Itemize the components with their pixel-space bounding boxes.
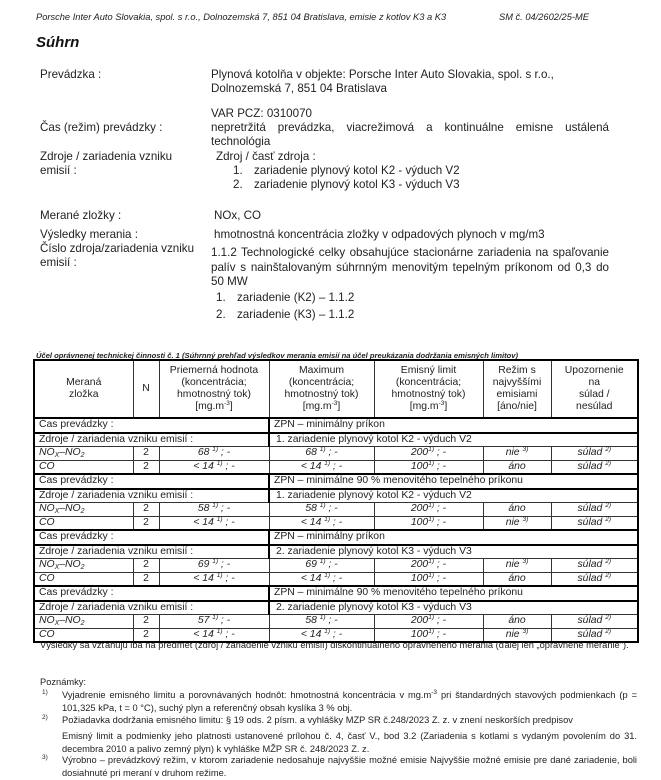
component-text: CO (39, 460, 55, 472)
footnote-ref: 1) (216, 459, 223, 467)
header-text: súlad / (578, 389, 610, 400)
footnote-ref: 2) (605, 571, 611, 579)
value-suffix: ; - (434, 615, 447, 627)
compliance-text: súlad (577, 503, 603, 515)
component-sub: 2 (80, 564, 85, 572)
header-text: Režim s (498, 364, 536, 376)
component-text: NO (39, 559, 55, 571)
table-row (34, 503, 638, 517)
unit-exponent: -3 (331, 400, 338, 408)
mode-text: nie (505, 559, 520, 571)
value-text: 58 (305, 615, 317, 627)
value-suffix: ; - (222, 460, 235, 472)
mode-cell (483, 559, 551, 573)
merane-label: Merané zložky : (40, 209, 122, 222)
cislo-item: zariadenie (K3) – 1.1.2 (237, 308, 355, 321)
header-text: najvyššími (492, 376, 542, 388)
footnote-ref: 1) (212, 502, 219, 510)
zdroje-head: Zdroj / časť zdroja : (216, 150, 316, 163)
footnote-ref: 3) (522, 627, 529, 635)
cislo-item-num: 2. (216, 308, 226, 321)
header-text: hmotnostný tok) (391, 389, 466, 400)
footnote-ref: 1) (319, 558, 326, 566)
operation-time-row (34, 530, 638, 545)
value-suffix: ; - (222, 516, 235, 528)
header-text: Emisný limit (400, 364, 457, 376)
value-suffix: ; - (218, 615, 231, 627)
compliance-text: súlad (577, 615, 603, 627)
maximum-cell (269, 516, 374, 530)
n-cell: 2 (133, 516, 159, 530)
value-text: 69 (305, 559, 317, 571)
cas-label: Čas (režim) prevádzky : (40, 121, 163, 134)
limit-cell (374, 615, 483, 629)
mode-cell (483, 615, 551, 629)
mode-text: áno (508, 460, 526, 472)
header-text: ] (337, 401, 341, 413)
footnote-ref: 2) (605, 515, 611, 523)
footnote-ref: 1) (428, 446, 434, 454)
average-cell (159, 516, 269, 530)
vysledky-label: Výsledky merania : (40, 228, 138, 241)
table-row (34, 516, 638, 530)
header-reference: SM č. 04/2602/25-ME (499, 12, 589, 22)
value-text: < 14 (193, 572, 214, 584)
value-text: 200 (410, 559, 429, 571)
component-cell (34, 516, 133, 530)
footnote-marker: 1) (42, 689, 48, 696)
mode-cell (483, 503, 551, 517)
header-text: zložka (69, 389, 99, 400)
n-cell: 2 (133, 447, 159, 461)
component-text: CO (39, 572, 55, 584)
footnote-ref: 1) (216, 571, 223, 579)
header-text: [mg.m (409, 401, 439, 413)
footnote-ref: 2) (605, 614, 611, 622)
component-sub: 2 (80, 508, 85, 516)
component-text: –NO (59, 503, 81, 515)
cislo-item: zariadenie (K2) – 1.1.2 (237, 291, 355, 304)
value-text: 58 (305, 503, 317, 515)
value-text: 100 (410, 460, 429, 472)
source-row (34, 433, 638, 447)
component-sub: X (54, 620, 60, 628)
value-text: < 14 (300, 572, 322, 584)
cas-value: nepretržitá prevádzka, viacrežimová a kontinuálne emisne ustálená technológia (211, 121, 609, 148)
value-text: 100 (410, 572, 429, 584)
value-text: < 14 (193, 628, 214, 640)
footnote-ref: 1) (428, 558, 434, 566)
component-cell (34, 615, 133, 629)
notes-heading: Poznámky: (40, 677, 86, 687)
source-label: Zdroje / zariadenia vzniku emisií : (34, 433, 269, 447)
mode-cell (483, 460, 551, 474)
component-cell (34, 572, 133, 586)
header-text: hmotnostný tok) (284, 389, 359, 400)
unit-exponent: -3 (224, 400, 230, 408)
component-sub: 2 (80, 452, 85, 460)
value-suffix: ; - (222, 572, 235, 584)
component-cell (34, 460, 133, 474)
unit-exponent: -3 (438, 400, 445, 408)
value-suffix: ; - (218, 559, 231, 571)
value-text: 200 (410, 503, 429, 515)
header-text: hmotnostný tok) (177, 389, 251, 400)
footnote-ref: 1) (324, 571, 331, 579)
value-suffix: ; - (330, 572, 343, 584)
zdroje-item: zariadenie plynový kotol K2 - výduch V2 (254, 164, 460, 177)
footnote-text: Výrobno – prevádzkový režim, v ktorom zariadenie nedosahuje najvyššie možné emisie Najvyššie možné emisie pre dané zariadenie, boli dosiahnuté pri meraní v druhom režime. (62, 755, 637, 778)
component-sub: X (54, 508, 60, 516)
footnote-text: Požiadavka dodržania emisného limitu: § 19 ods. 2 písm. a vyhlášky MZP SR č.248/2023 Z. z. v znení neskorších predpisov (62, 715, 573, 725)
footnote-ref: 1) (428, 459, 434, 467)
results-table (33, 359, 639, 643)
table-row (34, 572, 638, 586)
component-sub: X (54, 564, 60, 572)
value-suffix: ; - (325, 503, 338, 515)
operation-time-row (34, 474, 638, 489)
page-header (36, 12, 636, 22)
footnote-ref: 1) (324, 459, 331, 467)
source-value: 2. zariadenie plynový kotol K3 - výduch V3 (269, 545, 638, 559)
maximum-cell (269, 559, 374, 573)
cislo-label-2: emisií : (40, 256, 77, 269)
component-text: NO (39, 615, 55, 627)
mode-text: nie (505, 447, 520, 459)
cislo-label-1: Číslo zdroja/zariadenia vzniku (40, 242, 195, 255)
mode-text: áno (508, 572, 526, 584)
value-suffix: ; - (434, 460, 447, 472)
prevadzka-label: Prevádzka : (40, 68, 102, 81)
footnote-ref: 1) (319, 614, 326, 622)
footnote-ref: 1) (216, 627, 223, 635)
mode-text: nie (505, 516, 520, 528)
value-text: < 14 (300, 460, 322, 472)
mode-text: áno (508, 503, 526, 515)
value-text: 200 (410, 615, 429, 627)
average-cell (159, 615, 269, 629)
zdroje-item-num: 1. (233, 164, 243, 177)
value-text: 69 (197, 559, 210, 571)
col-header-n: N (133, 360, 159, 418)
page-title: Súhrn (36, 34, 80, 51)
header-text: [áno/nie] (497, 401, 537, 413)
component-text: CO (39, 628, 55, 640)
compliance-cell (551, 447, 638, 461)
prevadzka-value-1: Plynová kotolňa v objekte: Porsche Inter Auto Slovakia, spol. s r.o., (211, 68, 554, 81)
n-cell: 2 (133, 615, 159, 629)
value-suffix: ; - (222, 628, 235, 640)
footnote-ref: 1) (324, 515, 331, 523)
footnote-ref: 3) (522, 515, 529, 523)
footnote-2-continued: Emisný limit a podmienky jeho platnosti ustanovené prílohou č. 4, časť V., bod 3.2 (Zariadenia s kotlami s vydaným povolením do 31. decembra 2010 a palivo zemný plyn) k vyhláške MŽP SR č. 248/2023 Z. z. (62, 731, 637, 754)
value-text: < 14 (300, 628, 322, 640)
compliance-cell (551, 460, 638, 474)
header-text: ] (444, 401, 448, 413)
mode-cell (483, 447, 551, 461)
footnote-marker: 3) (42, 754, 48, 761)
value-text: 68 (305, 447, 317, 459)
component-text: –NO (59, 559, 81, 571)
footnote-ref: 1) (212, 614, 219, 622)
value-suffix: ; - (218, 447, 231, 459)
prevadzka-value-2: Dolnozemská 7, 851 04 Bratislava (211, 82, 387, 95)
compliance-text: súlad (577, 628, 603, 640)
mode-text: nie (505, 628, 520, 640)
compliance-cell (551, 615, 638, 629)
header-text: (koncentrácia; (288, 376, 355, 388)
compliance-text: súlad (577, 460, 603, 472)
footnote-3 (42, 754, 637, 780)
maximum-cell (269, 460, 374, 474)
vysledky-value: hmotnostná koncentrácia zložky v odpadových plynoch v mg/m3 (214, 228, 545, 241)
value-text: 200 (410, 447, 429, 459)
mode-cell (483, 572, 551, 586)
footnote-1 (42, 689, 637, 715)
limit-cell (374, 447, 483, 461)
footnote-ref: 3) (522, 558, 529, 566)
header-text: Meraná (66, 376, 102, 388)
component-text: –NO (59, 447, 81, 459)
compliance-cell (551, 572, 638, 586)
source-label: Zdroje / zariadenia vzniku emisií : (34, 489, 269, 503)
value-text: 58 (197, 503, 210, 515)
table-header-row (34, 360, 638, 418)
component-sub: X (54, 452, 60, 460)
source-label: Zdroje / zariadenia vzniku emisií : (34, 545, 269, 559)
compliance-text: súlad (577, 447, 603, 459)
col-header-average (159, 360, 269, 418)
footnote-ref: 1) (428, 627, 434, 635)
component-cell (34, 559, 133, 573)
limit-cell (374, 460, 483, 474)
average-cell (159, 503, 269, 517)
compliance-text: súlad (577, 559, 603, 571)
table-caption: Účel oprávnenej technickej činnosti č. 1 (Súhrnný prehľad výsledkov merania emisií na účel preukázania dodržania emisných limitov) (36, 351, 518, 360)
results-scope-note: Výsledky sa vzťahujú iba na predmet (zdroj / zariadenie vzniku emisií) diskontinuálneho oprávneného merania (ďalej len „oprávnené meranie"). (40, 640, 629, 650)
value-suffix: ; - (325, 447, 338, 459)
maximum-cell (269, 447, 374, 461)
unit-exponent: -3 (431, 689, 438, 696)
mode-text: áno (508, 615, 526, 627)
footnote-ref: 3) (522, 446, 529, 454)
value-suffix: ; - (325, 559, 338, 571)
component-text: NO (39, 503, 55, 515)
value-text: < 14 (300, 516, 322, 528)
component-text: CO (39, 516, 55, 528)
n-cell: 2 (133, 503, 159, 517)
cislo-value: 1.1.2 Technologické celky obsahujúce stacionárne zariadenia na spaľovanie palív s nainštalovaným súhrnným menovitým tepelným príkonom od 0,3 do 50 MW (211, 246, 609, 288)
component-cell (34, 447, 133, 461)
compliance-cell (551, 516, 638, 530)
operation-time-value: ZPN – minimálne 90 % menovitého tepelného príkonu (269, 586, 638, 601)
value-suffix: ; - (434, 516, 447, 528)
component-text: –NO (59, 615, 81, 627)
value-suffix: ; - (434, 447, 447, 459)
maximum-cell (269, 572, 374, 586)
value-text: 100 (410, 516, 429, 528)
merane-value: NOx, CO (214, 209, 262, 222)
footnote-ref: 1) (212, 446, 219, 454)
compliance-text: súlad (577, 572, 603, 584)
footnote-ref: 1) (216, 515, 223, 523)
header-text: ] (229, 401, 233, 413)
maximum-cell (269, 503, 374, 517)
footnote-2 (42, 714, 637, 727)
col-header-mode (483, 360, 551, 418)
n-cell: 2 (133, 572, 159, 586)
header-text: na (588, 376, 601, 388)
operation-time-label: Čas prevádzky : (34, 474, 269, 489)
source-value: 2. zariadenie plynový kotol K3 - výduch V3 (269, 601, 638, 615)
source-label: Zdroje / zariadenia vzniku emisií : (34, 601, 269, 615)
footnote-ref: 2) (605, 446, 611, 454)
header-text: [mg.m (195, 401, 225, 413)
table-row (34, 460, 638, 474)
component-sub: 2 (80, 620, 85, 628)
maximum-cell (269, 615, 374, 629)
header-text: Maximum (298, 364, 345, 376)
n-cell: 2 (133, 559, 159, 573)
operation-time-value: ZPN – minimálny príkon (269, 530, 638, 545)
header-text: (koncentrácia; (395, 376, 462, 388)
footnote-ref: 2) (605, 502, 611, 510)
compliance-cell (551, 559, 638, 573)
header-text: (koncentrácia; (181, 376, 247, 388)
value-suffix: ; - (325, 615, 338, 627)
compliance-text: súlad (577, 516, 603, 528)
footnote-ref: 1) (324, 627, 331, 635)
value-suffix: ; - (330, 460, 343, 472)
footnote-ref: 1) (319, 502, 326, 510)
header-text: emisiami (496, 389, 538, 400)
value-text: 68 (197, 447, 210, 459)
limit-cell (374, 559, 483, 573)
operation-time-label: Čas prevádzky : (34, 530, 269, 545)
value-text: < 14 (193, 516, 214, 528)
operation-time-value: ZPN – minimálny príkon (269, 418, 638, 433)
footnote-ref: 1) (428, 571, 434, 579)
zdroje-label-2: emisií : (40, 164, 77, 177)
n-cell: 2 (133, 628, 159, 642)
header-text: Upozornenie (564, 364, 624, 376)
cislo-item-num: 1. (216, 291, 226, 304)
operation-time-label: Čas prevádzky : (34, 586, 269, 601)
value-suffix: ; - (434, 572, 447, 584)
zdroje-item-num: 2. (233, 178, 243, 191)
table-row (34, 447, 638, 461)
value-suffix: ; - (330, 628, 343, 640)
footnote-ref: 1) (319, 446, 326, 454)
value-text: < 14 (193, 460, 214, 472)
average-cell (159, 559, 269, 573)
average-cell (159, 447, 269, 461)
source-value: 1. zariadenie plynový kotol K2 - výduch V2 (269, 433, 638, 447)
operation-time-row (34, 418, 638, 433)
operation-time-row (34, 586, 638, 601)
limit-cell (374, 572, 483, 586)
component-cell (34, 503, 133, 517)
component-text: NO (39, 447, 55, 459)
value-text: 100 (410, 628, 429, 640)
col-header-compliance (551, 360, 638, 418)
value-suffix: ; - (218, 503, 231, 515)
compliance-cell (551, 503, 638, 517)
footnote-ref: 1) (212, 558, 219, 566)
operation-time-value: ZPN – minimálne 90 % menovitého tepelného príkonu (269, 474, 638, 489)
source-row (34, 601, 638, 615)
average-cell (159, 460, 269, 474)
value-suffix: ; - (330, 516, 343, 528)
footnote-ref: 1) (428, 614, 434, 622)
source-row (34, 489, 638, 503)
value-suffix: ; - (434, 628, 447, 640)
zdroje-label-1: Zdroje / zariadenia vzniku (40, 150, 173, 163)
footnote-ref: 2) (605, 459, 611, 467)
limit-cell (374, 516, 483, 530)
footnote-marker: 2) (42, 714, 48, 721)
col-header-component (34, 360, 133, 418)
average-cell (159, 572, 269, 586)
var-pcz: VAR PCZ: 0310070 (211, 107, 312, 120)
header-line: Porsche Inter Auto Slovakia, spol. s r.o., Dolnozemská 7, 851 04 Bratislava, emisie z kotlov K3 a K3 (36, 12, 447, 22)
mode-cell (483, 516, 551, 530)
footnote-ref: 2) (605, 558, 611, 566)
value-text: 57 (197, 615, 210, 627)
footnote-ref: 1) (428, 515, 434, 523)
table-row (34, 615, 638, 629)
operation-time-label: Čas prevádzky : (34, 418, 269, 433)
zdroje-item: zariadenie plynový kotol K3 - výduch V3 (254, 178, 460, 191)
limit-cell (374, 503, 483, 517)
source-value: 1. zariadenie plynový kotol K2 - výduch V2 (269, 489, 638, 503)
col-header-limit (374, 360, 483, 418)
footnote-ref: 2) (605, 627, 611, 635)
col-header-maximum (269, 360, 374, 418)
source-row (34, 545, 638, 559)
footnote-ref: 1) (428, 502, 434, 510)
header-text: Priemerná hodnota (169, 364, 259, 376)
value-suffix: ; - (434, 503, 447, 515)
table-row (34, 559, 638, 573)
header-text: [mg.m (302, 401, 332, 413)
n-cell: 2 (133, 460, 159, 474)
footnote-text: Vyjadrenie emisného limitu a porovnávaných hodnôt: hmotnostná koncentrácia v mg.m (62, 690, 432, 700)
value-suffix: ; - (434, 559, 447, 571)
header-text: nesúlad (576, 401, 613, 413)
footnote-text: pri štandardných stavových podmienkach (p = 101,325 kPa, t = 0 °C), suchý plyn a referenčný obsah kyslíka 3 % obj. (62, 690, 637, 713)
